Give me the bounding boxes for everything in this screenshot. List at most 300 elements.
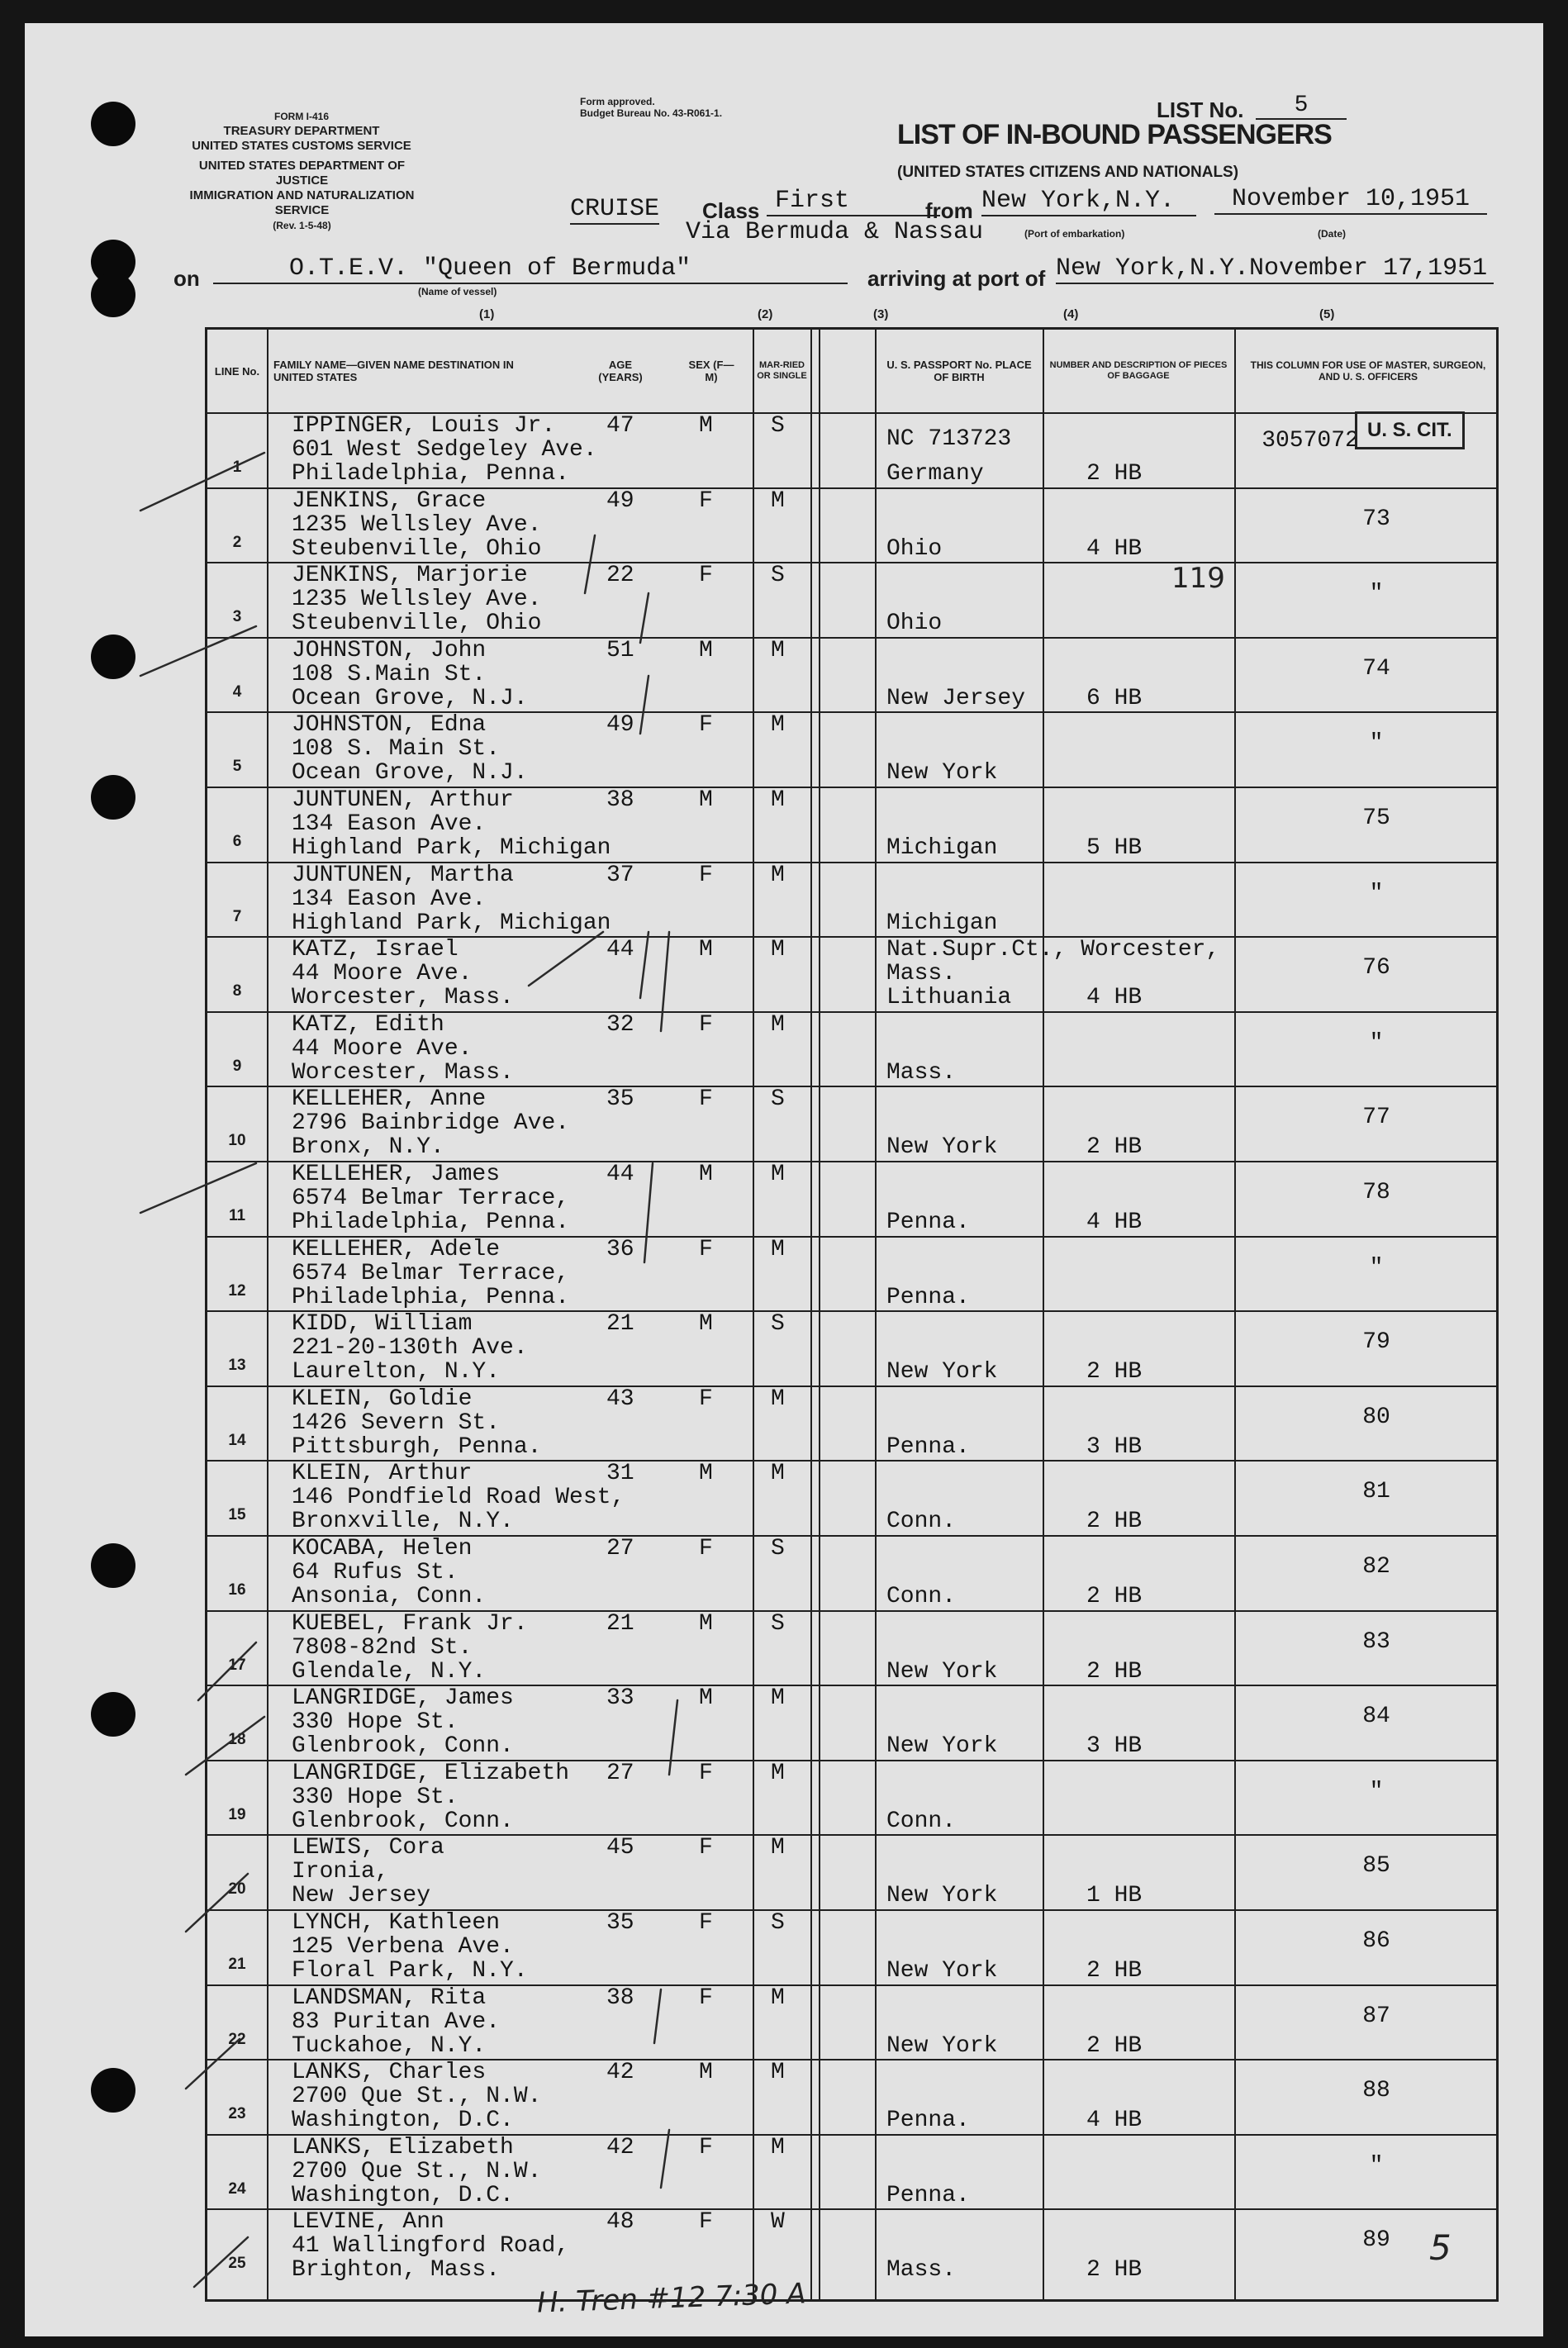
- sex: F: [699, 1011, 713, 1038]
- check-mark: [194, 2237, 248, 2287]
- marital-status: M: [771, 2060, 785, 2086]
- address-line-2: Laurelton, N.Y.: [292, 1359, 501, 1386]
- from-port: New York,N.Y.: [981, 187, 1196, 216]
- address-line-2: Highland Park, Michigan: [292, 835, 611, 861]
- sex: F: [699, 1236, 713, 1262]
- treasury-dept: TREASURY DEPARTMENT: [223, 124, 380, 138]
- line-number: 24: [228, 2179, 246, 2198]
- justice-dept: UNITED STATES DEPARTMENT OF JUSTICE: [198, 159, 406, 188]
- passenger-name: JOHNSTON, John: [292, 637, 487, 663]
- address-line-1: 330 Hope St.: [292, 1709, 459, 1736]
- check-mark: [640, 593, 649, 643]
- line-number: 1: [232, 459, 242, 476]
- passenger-list-page: [25, 23, 1543, 2336]
- age: 36: [606, 1236, 634, 1262]
- passenger-name: KLEIN, Arthur: [292, 1461, 473, 1487]
- passenger-name: LANKS, Elizabeth: [292, 2134, 514, 2160]
- address-line-1: 601 West Sedgeley Ave.: [292, 437, 597, 463]
- address-line-1: 1235 Wellsley Ave.: [292, 511, 542, 538]
- passport-line-1: NC 713723: [886, 426, 1012, 452]
- age: 32: [606, 1011, 634, 1038]
- officer-use: ": [1369, 2152, 1384, 2179]
- marital-status: M: [771, 1236, 785, 1262]
- sex: M: [699, 1685, 713, 1712]
- passport-line-1: Nat.Supr.Ct., Worcester,: [886, 937, 1220, 963]
- line-number: 19: [228, 1805, 246, 1823]
- marital-status: M: [771, 1162, 785, 1187]
- sex: F: [699, 563, 713, 589]
- officer-use: 85: [1362, 1853, 1390, 1880]
- col-num-3: (3): [873, 307, 889, 321]
- baggage: 2 HB: [1086, 2257, 1143, 2284]
- embark-date: November 10,1951: [1214, 185, 1487, 215]
- age: 45: [606, 1835, 634, 1861]
- us-citizen-stamp: U. S. CIT.: [1355, 411, 1465, 449]
- sex: M: [699, 637, 713, 663]
- age: 51: [606, 637, 634, 663]
- address-line-1: 6574 Belmar Terrace,: [292, 1186, 570, 1211]
- address-line-1: 1426 Severn St.: [292, 1409, 501, 1436]
- place-of-birth: Penna.: [886, 1210, 970, 1235]
- officer-use: ": [1369, 730, 1384, 757]
- handwritten-footer-note: H. Tren #12 7:30 A: [536, 2277, 807, 2320]
- sex: M: [699, 1610, 713, 1637]
- place-of-birth: Penna.: [886, 1433, 970, 1460]
- address-line-2: Glenbrook, Conn.: [292, 1808, 514, 1834]
- passenger-name: JUNTUNEN, Arthur: [292, 787, 514, 813]
- sex: F: [699, 1386, 713, 1412]
- officer-use: 88: [1362, 2078, 1390, 2104]
- date-caption: (Date): [1318, 228, 1347, 240]
- arriving-label: arriving at port of: [867, 266, 1046, 291]
- line-number: 14: [228, 1431, 246, 1449]
- baggage: 4 HB: [1086, 985, 1143, 1011]
- baggage: 6 HB: [1086, 685, 1143, 711]
- check-mark: [140, 626, 256, 676]
- marital-status: M: [771, 487, 785, 514]
- marital-status: M: [771, 637, 785, 663]
- passenger-name: KOCABA, Helen: [292, 1536, 473, 1561]
- officer-use: 79: [1362, 1329, 1390, 1356]
- address-line-1: 125 Verbena Ave.: [292, 1934, 514, 1960]
- port-embark-caption: (Port of embarkation): [1024, 228, 1125, 240]
- address-line-1: 330 Hope St.: [292, 1784, 459, 1810]
- check-mark: [661, 2130, 669, 2188]
- age: 44: [606, 937, 634, 963]
- marital-status: S: [771, 563, 785, 589]
- sex: F: [699, 1910, 713, 1936]
- address-line-1: 44 Moore Ave.: [292, 961, 473, 987]
- arrival-port-date: New York,N.Y.November 17,1951: [1056, 254, 1494, 284]
- baggage: 5 HB: [1086, 835, 1143, 861]
- marital-status: M: [771, 937, 785, 963]
- col-header-name: FAMILY NAME—GIVEN NAME DESTINATION IN UNITED STATES: [273, 359, 514, 383]
- place-of-birth: New York: [886, 1359, 998, 1386]
- cruise-label: CRUISE: [570, 195, 660, 223]
- officer-use: 86: [1362, 1928, 1390, 1954]
- age: 38: [606, 787, 634, 813]
- sex: F: [699, 862, 713, 888]
- col-header-passport: U. S. PASSPORT No. PLACE OF BIRTH: [886, 359, 1032, 383]
- officer-use: ": [1369, 1254, 1384, 1281]
- marital-status: M: [771, 1386, 785, 1412]
- address-line-1: 134 Eason Ave.: [292, 886, 487, 912]
- place-of-birth: Penna.: [886, 2108, 970, 2134]
- baggage: 4 HB: [1086, 2108, 1143, 2134]
- passenger-name: LANGRIDGE, Elizabeth: [292, 1760, 570, 1786]
- officer-use: 84: [1362, 1704, 1390, 1730]
- marital-status: M: [771, 1461, 785, 1487]
- place-of-birth: New York: [886, 1883, 998, 1909]
- ins-service: IMMIGRATION AND NATURALIZATION SERVICE: [189, 188, 415, 217]
- check-mark: [186, 1717, 264, 1775]
- line-number: 4: [232, 682, 242, 701]
- marital-status: M: [771, 1760, 785, 1786]
- passenger-name: JENKINS, Marjorie: [292, 563, 528, 589]
- passenger-name: KELLEHER, Adele: [292, 1236, 501, 1262]
- age: 35: [606, 1910, 634, 1936]
- place-of-birth: Michigan: [886, 835, 998, 861]
- officer-use: 81: [1362, 1479, 1390, 1505]
- passenger-name: LEVINE, Ann: [292, 2209, 444, 2236]
- address-line-2: Glendale, N.Y.: [292, 1658, 487, 1685]
- address-line-2: Philadelphia, Penna.: [292, 461, 570, 487]
- sex: F: [699, 1086, 713, 1113]
- line-number: 10: [228, 1132, 246, 1150]
- place-of-birth: Penna.: [886, 1284, 970, 1310]
- address-line-2: Philadelphia, Penna.: [292, 1210, 570, 1235]
- marital-status: M: [771, 862, 785, 888]
- officer-use: 82: [1362, 1554, 1390, 1580]
- officer-use: ": [1369, 1029, 1384, 1056]
- handwritten-119: 119: [1171, 562, 1225, 595]
- check-mark: [640, 676, 649, 734]
- on-label: on: [173, 266, 200, 291]
- baggage: 1 HB: [1086, 1883, 1143, 1909]
- marital-status: S: [771, 1610, 785, 1637]
- address-line-1: 6574 Belmar Terrace,: [292, 1260, 570, 1286]
- via-route: Via Bermuda & Nassau: [686, 218, 984, 246]
- address-line-2: Washington, D.C.: [292, 2108, 514, 2134]
- revision: (Rev. 1-5-48): [273, 220, 331, 231]
- address-line-2: Philadelphia, Penna.: [292, 1284, 570, 1310]
- address-line-2: Bronx, N.Y.: [292, 1134, 444, 1161]
- address-line-1: 41 Wallingford Road,: [292, 2233, 570, 2260]
- col-num-4: (4): [1063, 307, 1079, 321]
- baggage: 2 HB: [1086, 1658, 1143, 1685]
- check-mark: [529, 932, 603, 986]
- line-number: 2: [232, 533, 242, 551]
- age: 22: [606, 563, 634, 589]
- age: 42: [606, 2134, 634, 2160]
- age: 42: [606, 2060, 634, 2086]
- place-of-birth: New York: [886, 1134, 998, 1161]
- place-of-birth: Ohio: [886, 611, 943, 637]
- address-line-2: Bronxville, N.Y.: [292, 1509, 514, 1535]
- baggage: 3 HB: [1086, 1433, 1143, 1460]
- col-header-age: AGE (YEARS): [598, 359, 643, 383]
- line-number: 9: [232, 1057, 242, 1075]
- check-mark: [140, 1163, 256, 1213]
- marital-status: M: [771, 1984, 785, 2011]
- list-number: 5: [1256, 93, 1347, 120]
- line-number: 20: [228, 1880, 246, 1899]
- passenger-name: LANDSMAN, Rita: [292, 1984, 487, 2011]
- address-line-1: 134 Eason Ave.: [292, 811, 487, 837]
- passenger-name: LANGRIDGE, James: [292, 1685, 514, 1712]
- marital-status: S: [771, 1910, 785, 1936]
- passenger-name: KIDD, William: [292, 1311, 473, 1338]
- col-header-line: LINE No.: [214, 364, 260, 378]
- age: 35: [606, 1086, 634, 1113]
- baggage: 2 HB: [1086, 1359, 1143, 1386]
- passenger-name: KLEIN, Goldie: [292, 1386, 473, 1412]
- check-marks: [25, 23, 1543, 2336]
- col-num-5: (5): [1319, 307, 1335, 321]
- line-number: 5: [232, 758, 242, 776]
- check-mark: [186, 2039, 240, 2089]
- col-num-1: (1): [479, 307, 495, 321]
- place-of-birth: Conn.: [886, 1509, 957, 1535]
- passenger-name: KELLEHER, Anne: [292, 1086, 487, 1113]
- address-line-1: 2796 Bainbridge Ave.: [292, 1110, 570, 1137]
- line-number: 11: [228, 1207, 246, 1224]
- place-of-birth: Conn.: [886, 1584, 957, 1609]
- line-number: 13: [228, 1357, 246, 1375]
- place-of-birth: New York: [886, 2032, 998, 2059]
- place-of-birth: New Jersey: [886, 685, 1026, 711]
- sex: M: [699, 937, 713, 963]
- sex: M: [699, 413, 713, 439]
- passenger-name: JUNTUNEN, Martha: [292, 862, 514, 888]
- passenger-name: JENKINS, Grace: [292, 487, 487, 514]
- marital-status: M: [771, 1835, 785, 1861]
- marital-status: S: [771, 1311, 785, 1338]
- place-of-birth: Germany: [886, 461, 984, 487]
- marital-status: W: [771, 2209, 785, 2236]
- check-mark: [669, 1700, 677, 1775]
- customs-service: UNITED STATES CUSTOMS SERVICE: [192, 139, 411, 153]
- baggage: 2 HB: [1086, 1958, 1143, 1984]
- address-line-2: Steubenville, Ohio: [292, 611, 542, 637]
- line-number: 21: [228, 1956, 246, 1973]
- form-approved: Form approved.: [580, 96, 655, 107]
- place-of-birth: New York: [886, 1733, 998, 1760]
- check-mark: [585, 535, 595, 593]
- baggage: 2 HB: [1086, 461, 1143, 487]
- sex: F: [699, 712, 713, 739]
- officer-use: 73: [1362, 506, 1390, 532]
- address-line-2: New Jersey: [292, 1883, 431, 1909]
- line-number: 25: [228, 2255, 246, 2273]
- list-number-label: LIST No.: [1157, 97, 1244, 122]
- marital-status: M: [771, 712, 785, 739]
- address-line-1: 64 Rufus St.: [292, 1560, 459, 1585]
- age: 37: [606, 862, 634, 888]
- place-of-birth: New York: [886, 1958, 998, 1984]
- address-line-1: 108 S.Main St.: [292, 661, 487, 687]
- class-label: Class: [702, 198, 760, 223]
- address-line-1: 146 Pondfield Road West,: [292, 1485, 625, 1511]
- sex: F: [699, 487, 713, 514]
- address-line-2: Ansonia, Conn.: [292, 1584, 487, 1609]
- age: 31: [606, 1461, 634, 1487]
- officer-use: 3057072: [1262, 428, 1359, 454]
- line-number: 15: [228, 1506, 246, 1524]
- officer-use: 83: [1362, 1628, 1390, 1655]
- passenger-name: KATZ, Edith: [292, 1011, 444, 1038]
- marital-status: M: [771, 787, 785, 813]
- address-line-2: Washington, D.C.: [292, 2182, 514, 2208]
- address-line-2: Ocean Grove, N.J.: [292, 685, 528, 711]
- address-line-2: Tuckahoe, N.Y.: [292, 2032, 487, 2059]
- marital-status: S: [771, 1086, 785, 1113]
- marital-status: M: [771, 2134, 785, 2160]
- passenger-name: LYNCH, Kathleen: [292, 1910, 501, 1936]
- line-number: 6: [232, 833, 242, 850]
- passenger-name: KUEBEL, Frank Jr.: [292, 1610, 528, 1637]
- address-line-1: 108 S. Main St.: [292, 736, 501, 763]
- line-number: 8: [232, 982, 242, 1001]
- sex: F: [699, 2209, 713, 2236]
- passenger-name: LEWIS, Cora: [292, 1835, 444, 1861]
- check-mark: [186, 1874, 248, 1932]
- address-line-2: Worcester, Mass.: [292, 985, 514, 1011]
- line-number: 7: [232, 907, 242, 925]
- sex: F: [699, 1536, 713, 1561]
- check-mark: [640, 932, 649, 998]
- passenger-name: KELLEHER, James: [292, 1162, 501, 1187]
- handwritten-margin-5: 5: [1429, 2227, 1452, 2268]
- place-of-birth: Mass.: [886, 1059, 957, 1086]
- baggage: 2 HB: [1086, 1509, 1143, 1535]
- place-of-birth: Ohio: [886, 535, 943, 562]
- check-mark: [644, 1163, 653, 1262]
- line-number: 23: [228, 2105, 246, 2123]
- officer-use: 76: [1362, 955, 1390, 982]
- passenger-name: LANKS, Charles: [292, 2060, 487, 2086]
- baggage: 2 HB: [1086, 1134, 1143, 1161]
- check-mark: [198, 1642, 256, 1700]
- passenger-name: JOHNSTON, Edna: [292, 712, 487, 739]
- sex: F: [699, 2134, 713, 2160]
- page-title: LIST OF IN-BOUND PASSENGERS: [897, 119, 1332, 150]
- age: 48: [606, 2209, 634, 2236]
- officer-use: ": [1369, 581, 1384, 607]
- age: 47: [606, 413, 634, 439]
- place-of-birth: New York: [886, 1658, 998, 1685]
- line-number: 16: [228, 1581, 246, 1599]
- address-line-1: 83 Puritan Ave.: [292, 2008, 501, 2035]
- address-line-2: Glenbrook, Conn.: [292, 1733, 514, 1760]
- budget-bureau: Budget Bureau No. 43-R061-1.: [580, 107, 723, 119]
- age: 21: [606, 1311, 634, 1338]
- sex: M: [699, 787, 713, 813]
- address-line-1: 221-20-130th Ave.: [292, 1335, 528, 1362]
- col-header-sex: SEX (F—M): [688, 359, 734, 383]
- col-header-married: MAR-RIED OR SINGLE: [757, 360, 807, 381]
- sex: M: [699, 1311, 713, 1338]
- officer-use: 89: [1362, 2227, 1390, 2254]
- address-line-2: Steubenville, Ohio: [292, 535, 542, 562]
- marital-status: S: [771, 413, 785, 439]
- officer-use: 80: [1362, 1404, 1390, 1430]
- address-line-2: Brighton, Mass.: [292, 2257, 501, 2284]
- place-of-birth: Conn.: [886, 1808, 957, 1834]
- age: 49: [606, 712, 634, 739]
- place-of-birth: New York: [886, 760, 998, 787]
- class-value: First: [767, 187, 940, 216]
- officer-use: 74: [1362, 655, 1390, 682]
- line-number: 12: [228, 1281, 246, 1300]
- vessel-name: O.T.E.V. "Queen of Bermuda": [213, 254, 848, 284]
- officer-use: ": [1369, 880, 1384, 906]
- baggage: 3 HB: [1086, 1733, 1143, 1760]
- check-mark: [661, 932, 669, 1031]
- baggage: 4 HB: [1086, 1210, 1143, 1235]
- officer-use: 87: [1362, 2003, 1390, 2029]
- line-number: 17: [228, 1656, 246, 1674]
- check-mark: [140, 453, 264, 511]
- age: 38: [606, 1984, 634, 2011]
- address-line-1: 2700 Que St., N.W.: [292, 2158, 542, 2184]
- marital-status: M: [771, 1011, 785, 1038]
- passport-line-2: Mass.: [886, 961, 957, 987]
- address-line-2: Worcester, Mass.: [292, 1059, 514, 1086]
- place-of-birth: Mass.: [886, 2257, 957, 2284]
- place-of-birth: Michigan: [886, 910, 998, 936]
- baggage: 4 HB: [1086, 535, 1143, 562]
- sex: M: [699, 1162, 713, 1187]
- sex: F: [699, 1760, 713, 1786]
- vessel-caption: (Name of vessel): [418, 286, 497, 297]
- address-line-1: 1235 Wellsley Ave.: [292, 587, 542, 613]
- place-of-birth: Penna.: [886, 2182, 970, 2208]
- officer-use: 78: [1362, 1180, 1390, 1205]
- age: 27: [606, 1536, 634, 1561]
- page-subtitle: (UNITED STATES CITIZENS AND NATIONALS): [897, 164, 1239, 181]
- col-num-2: (2): [758, 307, 773, 321]
- address-line-2: Floral Park, N.Y.: [292, 1958, 528, 1984]
- sex: F: [699, 1835, 713, 1861]
- line-number: 3: [232, 608, 242, 626]
- address-line-1: 7808-82nd St.: [292, 1634, 473, 1661]
- col-header-officers: THIS COLUMN FOR USE OF MASTER, SURGEON, AND U. S. OFFICERS: [1250, 359, 1486, 383]
- line-number: 22: [228, 2030, 246, 2048]
- age: 33: [606, 1685, 634, 1712]
- sex: M: [699, 2060, 713, 2086]
- address-line-2: Pittsburgh, Penna.: [292, 1433, 542, 1460]
- age: 49: [606, 487, 634, 514]
- marital-status: M: [771, 1685, 785, 1712]
- officer-use: 75: [1362, 806, 1390, 831]
- address-line-1: 2700 Que St., N.W.: [292, 2084, 542, 2110]
- address-line-2: Highland Park, Michigan: [292, 910, 611, 936]
- line-number: 18: [228, 1731, 246, 1749]
- col-header-baggage: NUMBER AND DESCRIPTION OF PIECES OF BAGGAGE: [1049, 360, 1228, 381]
- age: 43: [606, 1386, 634, 1412]
- address-line-1: 44 Moore Ave.: [292, 1035, 473, 1062]
- marital-status: S: [771, 1536, 785, 1561]
- officer-use: 77: [1362, 1105, 1390, 1131]
- baggage: 2 HB: [1086, 2032, 1143, 2059]
- age: 21: [606, 1610, 634, 1637]
- address-line-1: Ironia,: [292, 1859, 389, 1885]
- passenger-name: KATZ, Israel: [292, 937, 459, 963]
- form-number: FORM I-416: [273, 111, 329, 122]
- age: 44: [606, 1162, 634, 1187]
- baggage: 2 HB: [1086, 1584, 1143, 1609]
